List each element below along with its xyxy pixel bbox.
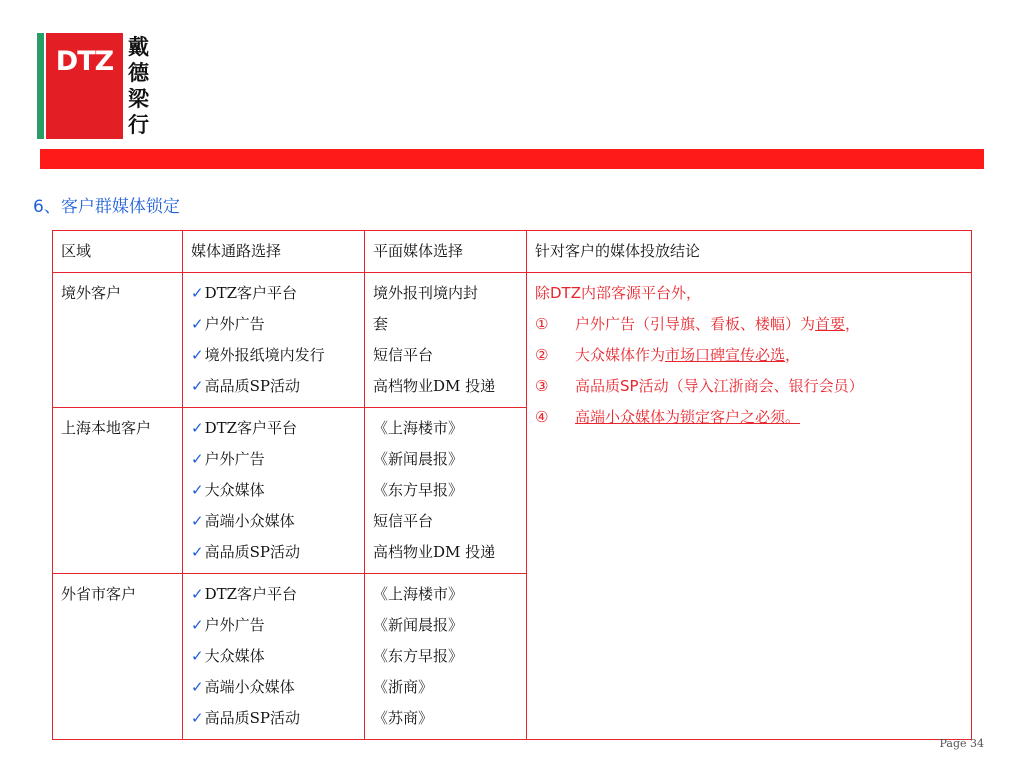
channel-item	[191, 413, 356, 444]
header-region: 区域	[53, 231, 183, 273]
channel-label: 户外广告	[204, 315, 265, 333]
conclusion-underlined: 市场口碑宣传必选	[665, 346, 786, 364]
logo-red-block	[46, 33, 123, 139]
conclusion-item	[535, 371, 963, 402]
channel-label: 境外报纸境内发行	[204, 346, 325, 364]
conclusion-item	[535, 340, 963, 371]
conclusion-item	[535, 402, 963, 433]
channels-cell	[183, 574, 365, 740]
channel-label: 大众媒体	[204, 647, 265, 665]
checkmark-icon: ✓	[191, 709, 204, 727]
channel-label: 户外广告	[204, 450, 265, 468]
checkmark-icon: ✓	[191, 512, 204, 530]
table-row	[53, 273, 972, 408]
checkmark-icon: ✓	[191, 678, 204, 696]
channel-label: 高品质SP活动	[204, 709, 300, 727]
channel-label: 大众媒体	[204, 481, 265, 499]
channel-item	[191, 309, 356, 340]
print-media-item: 《东方早报》	[373, 481, 464, 499]
print-media-item: 《苏商》	[373, 709, 434, 727]
print-media-item: 《东方早报》	[373, 647, 464, 665]
channel-label: 高品质SP活动	[204, 377, 300, 395]
conclusion-cell	[527, 273, 972, 740]
print-media-item: 《上海楼市》	[373, 585, 464, 603]
channel-label: DTZ客户平台	[204, 419, 298, 437]
channel-item	[191, 610, 356, 641]
logo-chinese-name	[128, 34, 149, 138]
conclusion-text	[575, 309, 963, 340]
conclusion-number: ①	[535, 315, 549, 333]
print-media-item: 境外报刊境内封	[373, 284, 479, 302]
conclusion-post: ，	[785, 346, 801, 364]
conclusion-number: ③	[535, 377, 549, 395]
header-red-band	[40, 149, 984, 169]
logo-green-bar	[37, 33, 44, 139]
channel-label: 高端小众媒体	[204, 512, 295, 530]
checkmark-icon: ✓	[191, 284, 204, 302]
logo-char: 行	[128, 113, 149, 137]
channels-cell	[183, 273, 365, 408]
header-channels: 媒体通路选择	[183, 231, 365, 273]
checkmark-icon: ✓	[191, 616, 204, 634]
conclusion-item	[535, 309, 963, 340]
channel-label: 高品质SP活动	[204, 543, 300, 561]
header-conclusion: 针对客户的媒体投放结论	[527, 231, 972, 273]
conclusion-text	[575, 402, 963, 433]
header-print-media: 平面媒体选择	[365, 231, 527, 273]
channel-item	[191, 641, 356, 672]
checkmark-icon: ✓	[191, 647, 204, 665]
checkmark-icon: ✓	[191, 419, 204, 437]
channel-label: 高端小众媒体	[204, 678, 295, 696]
channel-item	[191, 537, 356, 568]
dtz-logo	[37, 33, 167, 139]
print-media-cell	[365, 273, 527, 408]
channel-label: DTZ客户平台	[204, 585, 298, 603]
conclusion-intro: 除DTZ内部客源平台外，	[535, 284, 701, 302]
page-number: Page 34	[939, 737, 984, 750]
logo-char: 德	[128, 61, 149, 85]
checkmark-icon: ✓	[191, 346, 204, 364]
checkmark-icon: ✓	[191, 450, 204, 468]
region-cell: 外省市客户	[53, 574, 183, 740]
checkmark-icon: ✓	[191, 315, 204, 333]
channel-label: DTZ客户平台	[204, 284, 298, 302]
conclusion-number: ④	[535, 408, 549, 426]
print-media-item: 高档物业DM 投递	[373, 377, 496, 395]
conclusion-text: 户外广告（引导旗、看板、楼幅）为首要，	[575, 315, 861, 333]
channel-item	[191, 703, 356, 734]
print-media-item: 套	[373, 315, 389, 333]
channel-item	[191, 579, 356, 610]
channel-item	[191, 672, 356, 703]
channel-item	[191, 371, 356, 402]
region-cell: 上海本地客户	[53, 408, 183, 574]
region-cell: 境外客户	[53, 273, 183, 408]
conclusion-pre: 大众媒体作为	[575, 346, 666, 364]
checkmark-icon: ✓	[191, 481, 204, 499]
conclusion-underlined: 高端小众媒体为锁定客户之必须。	[575, 408, 801, 426]
section-heading: 6、客户群媒体锁定	[33, 197, 180, 217]
print-media-item: 《新闻晨报》	[373, 450, 464, 468]
channel-item	[191, 506, 356, 537]
conclusion-text	[575, 371, 963, 402]
channel-item	[191, 444, 356, 475]
logo-char: 梁	[128, 87, 149, 111]
channels-cell	[183, 408, 365, 574]
logo-brand-text: DTZ	[55, 46, 114, 77]
print-media-cell	[365, 574, 527, 740]
logo-char: 戴	[128, 35, 149, 59]
channel-item	[191, 475, 356, 506]
conclusion-number: ②	[535, 346, 549, 364]
channel-label: 户外广告	[204, 616, 265, 634]
media-selection-table	[52, 230, 972, 740]
channel-item	[191, 278, 356, 309]
print-media-item: 《浙商》	[373, 678, 434, 696]
conclusion-text	[575, 340, 963, 371]
checkmark-icon: ✓	[191, 585, 204, 603]
channel-item	[191, 340, 356, 371]
print-media-item: 《上海楼市》	[373, 419, 464, 437]
print-media-item: 短信平台	[373, 346, 434, 364]
print-media-item: 短信平台	[373, 512, 434, 530]
conclusion-text: 高品质SP活动（导入江浙商会、银行会员）	[575, 377, 864, 395]
checkmark-icon: ✓	[191, 543, 204, 561]
print-media-item: 《新闻晨报》	[373, 616, 464, 634]
checkmark-icon: ✓	[191, 377, 204, 395]
print-media-item: 高档物业DM 投递	[373, 543, 496, 561]
table-header-row	[53, 231, 972, 273]
print-media-cell	[365, 408, 527, 574]
